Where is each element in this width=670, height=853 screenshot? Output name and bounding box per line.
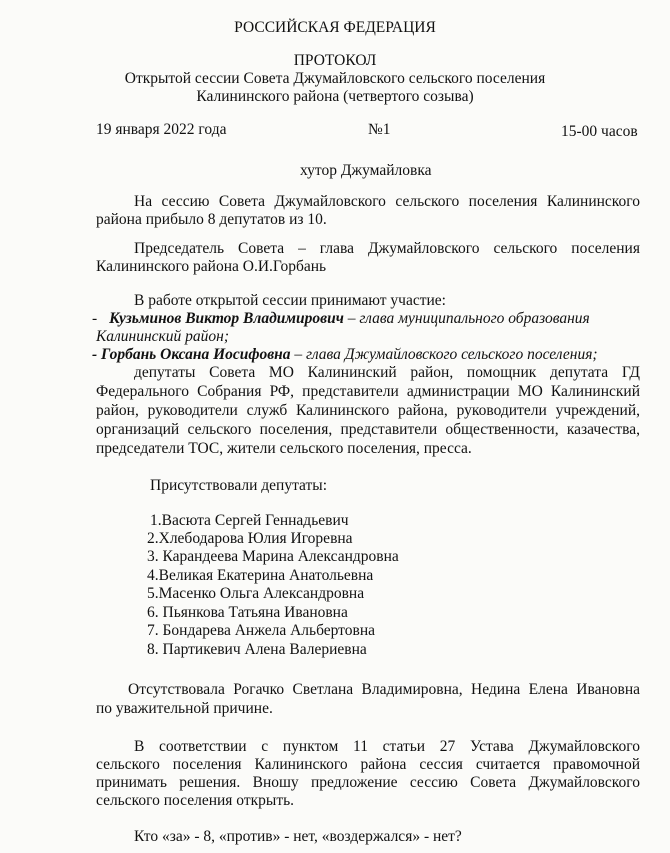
participant-1-role: – глава муниципального образования (343, 310, 590, 327)
paragraph-5-line-1: В соответствии с пунктом 11 статьи 27 Устава Джумайловского (134, 738, 640, 755)
participants-intro: В работе открытой сессии принимают участие: (134, 292, 446, 309)
paragraph-1-line-1: На сессию Совета Джумайловского сельского поселения Калининского (134, 193, 640, 210)
paragraph-5-line-2: сельского поселения Калининского района сессия считается правомочной (96, 756, 640, 773)
participant-2-line (92, 346, 598, 364)
participant-2-name: - Горбань Оксана Иосифовна (92, 346, 291, 363)
deputy-item: 8. Партикевич Алена Валериевна (147, 641, 367, 658)
deputy-item: 7. Бондарева Анжела Альбертовна (147, 622, 375, 639)
participant-1-line (92, 310, 590, 328)
session-place: хутор Джумайловка (300, 162, 432, 179)
participant-1-name: Кузьминов Виктор Владимирович (109, 310, 344, 327)
absent-line-1: Отсутствовала Рогачко Светлана Владимировна, Недина Елена Ивановна (128, 681, 640, 698)
deputy-item: 4.Великая Екатерина Анатольевна (147, 567, 374, 584)
protocol-title: ПРОТОКОЛ (293, 52, 377, 69)
paragraph-2-line-1: Председатель Совета – глава Джумайловского сельского поселения (134, 240, 640, 257)
deputy-item: 1.Васюта Сергей Геннадьевич (150, 512, 349, 529)
paragraph-4-line-4: организаций сельского поселения, представители общественности, казачества, (96, 421, 640, 438)
protocol-number: №1 (368, 121, 391, 138)
session-time: 15-00 часов (561, 123, 638, 140)
session-date: 19 января 2022 года (96, 121, 227, 138)
deputy-item: 3. Карандеева Марина Александровна (147, 548, 399, 565)
present-title: Присутствовали депутаты: (150, 477, 328, 494)
deputy-item: 5.Масенко Ольга Александровна (147, 585, 365, 602)
paragraph-4-line-3: район, руководители служб Калининского района, руководители учреждений, (96, 402, 640, 419)
participant-1-role-cont: Калининский район; (96, 328, 230, 345)
paragraph-4-line-2: Федерального Собрания РФ, представители администрации МО Калининский (96, 383, 640, 400)
deputy-item: 6. Пьянкова Татьяна Ивановна (147, 604, 348, 621)
absent-line-2: по уважительной причине. (96, 700, 273, 717)
country-heading: РОССИЙСКАЯ ФЕДЕРАЦИЯ (234, 19, 436, 36)
participant-2-role: – глава Джумайловского сельского поселения; (290, 346, 598, 363)
paragraph-4-line-1: депутаты Совета МО Калининский район, помощник депутата ГД (134, 364, 640, 381)
paragraph-5-line-4: сельского поселения открыть. (96, 792, 295, 809)
paragraph-4-line-5: председатели ТОС, жители сельского поселения, пресса. (96, 440, 472, 457)
paragraph-2-line-2: Калининского района О.И.Горбань (96, 258, 327, 275)
vote-line: Кто «за» - 8, «против» - нет, «воздержался» - нет? (134, 828, 462, 845)
paragraph-1-line-2: района прибыло 8 депутатов из 10. (96, 211, 327, 228)
protocol-subtitle-2: Калининского района (четвертого созыва) (196, 88, 474, 105)
paragraph-5-line-3: принимать решения. Вношу предложение сессию Совета Джумайловского (96, 774, 640, 791)
list-dash: - (92, 310, 98, 327)
deputy-item: 2.Хлебодарова Юлия Игоревна (147, 530, 353, 547)
protocol-subtitle-1: Открытой сессии Совета Джумайловского сельского поселения (124, 70, 546, 87)
